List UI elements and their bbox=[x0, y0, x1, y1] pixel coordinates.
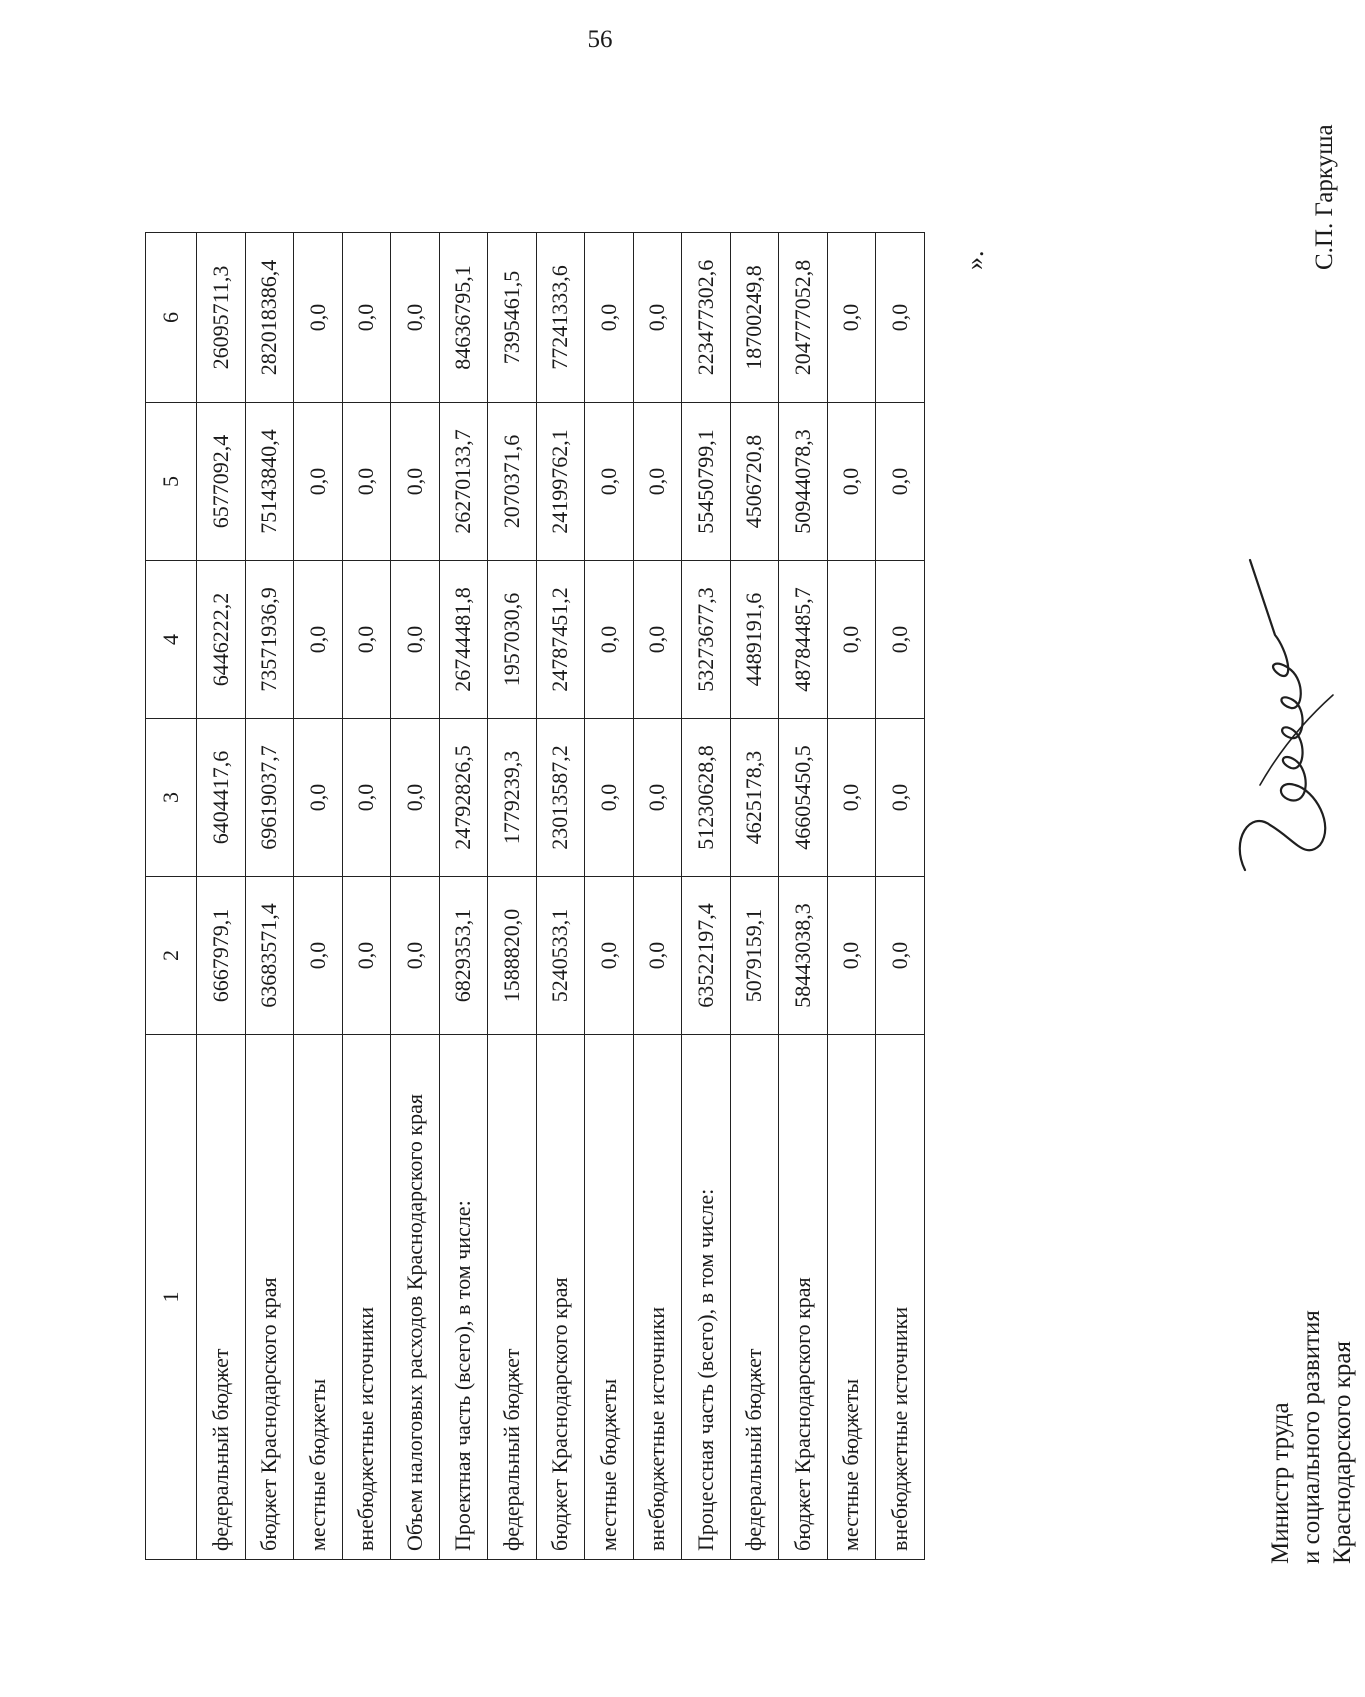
table-row bbox=[245, 233, 294, 1560]
amount-cell: 0,0 bbox=[633, 877, 682, 1035]
amount-cell: 0,0 bbox=[827, 233, 876, 403]
row-label: внебюджетные источники bbox=[876, 1035, 925, 1560]
table-row bbox=[876, 233, 925, 1560]
minister-title bbox=[1265, 1310, 1358, 1564]
table-header-row bbox=[146, 233, 197, 1560]
minister-title-line-2: и социального развития bbox=[1298, 1310, 1325, 1564]
row-label: местные бюджеты bbox=[585, 1035, 634, 1560]
table-row bbox=[391, 233, 440, 1560]
amount-cell: 63522197,4 bbox=[682, 877, 731, 1035]
table-row bbox=[585, 233, 634, 1560]
rotated-sheet bbox=[145, 124, 1356, 1600]
amount-cell: 24787451,2 bbox=[536, 561, 585, 719]
row-label: внебюджетные источники bbox=[633, 1035, 682, 1560]
table-row bbox=[536, 233, 585, 1560]
row-label: Процессная часть (всего), в том числе: bbox=[682, 1035, 731, 1560]
row-label: федеральный бюджет bbox=[488, 1035, 537, 1560]
amount-cell: 0,0 bbox=[876, 561, 925, 719]
amount-cell: 6404417,6 bbox=[197, 719, 246, 877]
amount-cell: 0,0 bbox=[294, 233, 343, 403]
amount-cell: 0,0 bbox=[294, 719, 343, 877]
row-label: внебюджетные источники bbox=[342, 1035, 391, 1560]
amount-cell: 26744481,8 bbox=[439, 561, 488, 719]
table-row bbox=[682, 233, 731, 1560]
amount-cell: 0,0 bbox=[391, 233, 440, 403]
amount-cell: 6577092,4 bbox=[197, 403, 246, 561]
amount-cell: 0,0 bbox=[342, 561, 391, 719]
amount-cell: 58443038,3 bbox=[779, 877, 828, 1035]
amount-cell: 0,0 bbox=[342, 877, 391, 1035]
closing-quote: ». bbox=[960, 250, 989, 270]
amount-cell: 26095711,3 bbox=[197, 233, 246, 403]
amount-cell: 1588820,0 bbox=[488, 877, 537, 1035]
column-number-1: 1 bbox=[146, 1035, 197, 1560]
amount-cell: 7395461,5 bbox=[488, 233, 537, 403]
amount-cell: 6446222,2 bbox=[197, 561, 246, 719]
amount-cell: 24792826,5 bbox=[439, 719, 488, 877]
amount-cell: 0,0 bbox=[294, 561, 343, 719]
amount-cell: 23013587,2 bbox=[536, 719, 585, 877]
amount-cell: 6667979,1 bbox=[197, 877, 246, 1035]
handwritten-signature bbox=[1225, 550, 1365, 880]
row-label: бюджет Краснодарского края bbox=[245, 1035, 294, 1560]
amount-cell: 0,0 bbox=[391, 719, 440, 877]
row-label: федеральный бюджет bbox=[197, 1035, 246, 1560]
amount-cell: 4506720,8 bbox=[730, 403, 779, 561]
amount-cell: 50944078,3 bbox=[779, 403, 828, 561]
amount-cell: 55450799,1 bbox=[682, 403, 731, 561]
amount-cell: 0,0 bbox=[876, 233, 925, 403]
column-number-4: 4 bbox=[146, 561, 197, 719]
amount-cell: 1779239,3 bbox=[488, 719, 537, 877]
amount-cell: 0,0 bbox=[391, 403, 440, 561]
amount-cell: 51230628,8 bbox=[682, 719, 731, 877]
amount-cell: 46605450,5 bbox=[779, 719, 828, 877]
amount-cell: 4625178,3 bbox=[730, 719, 779, 877]
amount-cell: 0,0 bbox=[827, 877, 876, 1035]
table-row bbox=[197, 233, 246, 1560]
amount-cell: 5079159,1 bbox=[730, 877, 779, 1035]
page-number: 56 bbox=[587, 26, 613, 53]
table-row bbox=[779, 233, 828, 1560]
column-number-2: 2 bbox=[146, 877, 197, 1035]
amount-cell: 0,0 bbox=[827, 561, 876, 719]
amount-cell: 0,0 bbox=[827, 403, 876, 561]
row-label: федеральный бюджет bbox=[730, 1035, 779, 1560]
amount-cell: 0,0 bbox=[585, 233, 634, 403]
amount-cell: 223477302,6 bbox=[682, 233, 731, 403]
amount-cell: 0,0 bbox=[294, 877, 343, 1035]
table-row bbox=[488, 233, 537, 1560]
amount-cell: 0,0 bbox=[633, 233, 682, 403]
minister-title-line-1: Министр труда bbox=[1267, 1402, 1294, 1564]
amount-cell: 0,0 bbox=[391, 561, 440, 719]
amount-cell: 0,0 bbox=[294, 403, 343, 561]
row-label: бюджет Краснодарского края bbox=[536, 1035, 585, 1560]
amount-cell: 5240533,1 bbox=[536, 877, 585, 1035]
amount-cell: 0,0 bbox=[391, 877, 440, 1035]
amount-cell: 0,0 bbox=[585, 561, 634, 719]
table-row bbox=[633, 233, 682, 1560]
amount-cell: 0,0 bbox=[342, 233, 391, 403]
row-label: Проектная часть (всего), в том числе: bbox=[439, 1035, 488, 1560]
table-row bbox=[730, 233, 779, 1560]
amount-cell: 0,0 bbox=[585, 403, 634, 561]
signer-name: С.П. Гаркуша bbox=[1311, 124, 1338, 270]
amount-cell: 73571936,9 bbox=[245, 561, 294, 719]
column-number-3: 3 bbox=[146, 719, 197, 877]
amount-cell: 0,0 bbox=[827, 719, 876, 877]
amount-cell: 4489191,6 bbox=[730, 561, 779, 719]
column-number-6: 6 bbox=[146, 233, 197, 403]
table-row bbox=[439, 233, 488, 1560]
amount-cell: 24199762,1 bbox=[536, 403, 585, 561]
amount-cell: 53273677,3 bbox=[682, 561, 731, 719]
amount-cell: 18700249,8 bbox=[730, 233, 779, 403]
amount-cell: 0,0 bbox=[342, 719, 391, 877]
amount-cell: 0,0 bbox=[876, 877, 925, 1035]
amount-cell: 0,0 bbox=[876, 719, 925, 877]
amount-cell: 0,0 bbox=[633, 561, 682, 719]
row-label: местные бюджеты bbox=[827, 1035, 876, 1560]
amount-cell: 204777052,8 bbox=[779, 233, 828, 403]
amount-cell: 0,0 bbox=[342, 403, 391, 561]
amount-cell: 6829353,1 bbox=[439, 877, 488, 1035]
amount-cell: 2070371,6 bbox=[488, 403, 537, 561]
table-row bbox=[342, 233, 391, 1560]
amount-cell: 26270133,7 bbox=[439, 403, 488, 561]
amount-cell: 0,0 bbox=[585, 877, 634, 1035]
amount-cell: 282018386,4 bbox=[245, 233, 294, 403]
amount-cell: 69619037,7 bbox=[245, 719, 294, 877]
row-label: бюджет Краснодарского края bbox=[779, 1035, 828, 1560]
table-row bbox=[294, 233, 343, 1560]
amount-cell: 0,0 bbox=[876, 403, 925, 561]
amount-cell: 1957030,6 bbox=[488, 561, 537, 719]
minister-title-line-3: Краснодарского края bbox=[1329, 1341, 1356, 1564]
budget-table-body bbox=[146, 233, 925, 1560]
amount-cell: 84636795,1 bbox=[439, 233, 488, 403]
amount-cell: 75143840,4 bbox=[245, 403, 294, 561]
amount-cell: 77241333,6 bbox=[536, 233, 585, 403]
amount-cell: 63683571,4 bbox=[245, 877, 294, 1035]
amount-cell: 48784485,7 bbox=[779, 561, 828, 719]
budget-table bbox=[145, 232, 925, 1560]
column-number-5: 5 bbox=[146, 403, 197, 561]
amount-cell: 0,0 bbox=[633, 403, 682, 561]
table-row bbox=[827, 233, 876, 1560]
amount-cell: 0,0 bbox=[633, 719, 682, 877]
row-label: Объем налоговых расходов Краснодарского края bbox=[391, 1035, 440, 1560]
row-label: местные бюджеты bbox=[294, 1035, 343, 1560]
amount-cell: 0,0 bbox=[585, 719, 634, 877]
